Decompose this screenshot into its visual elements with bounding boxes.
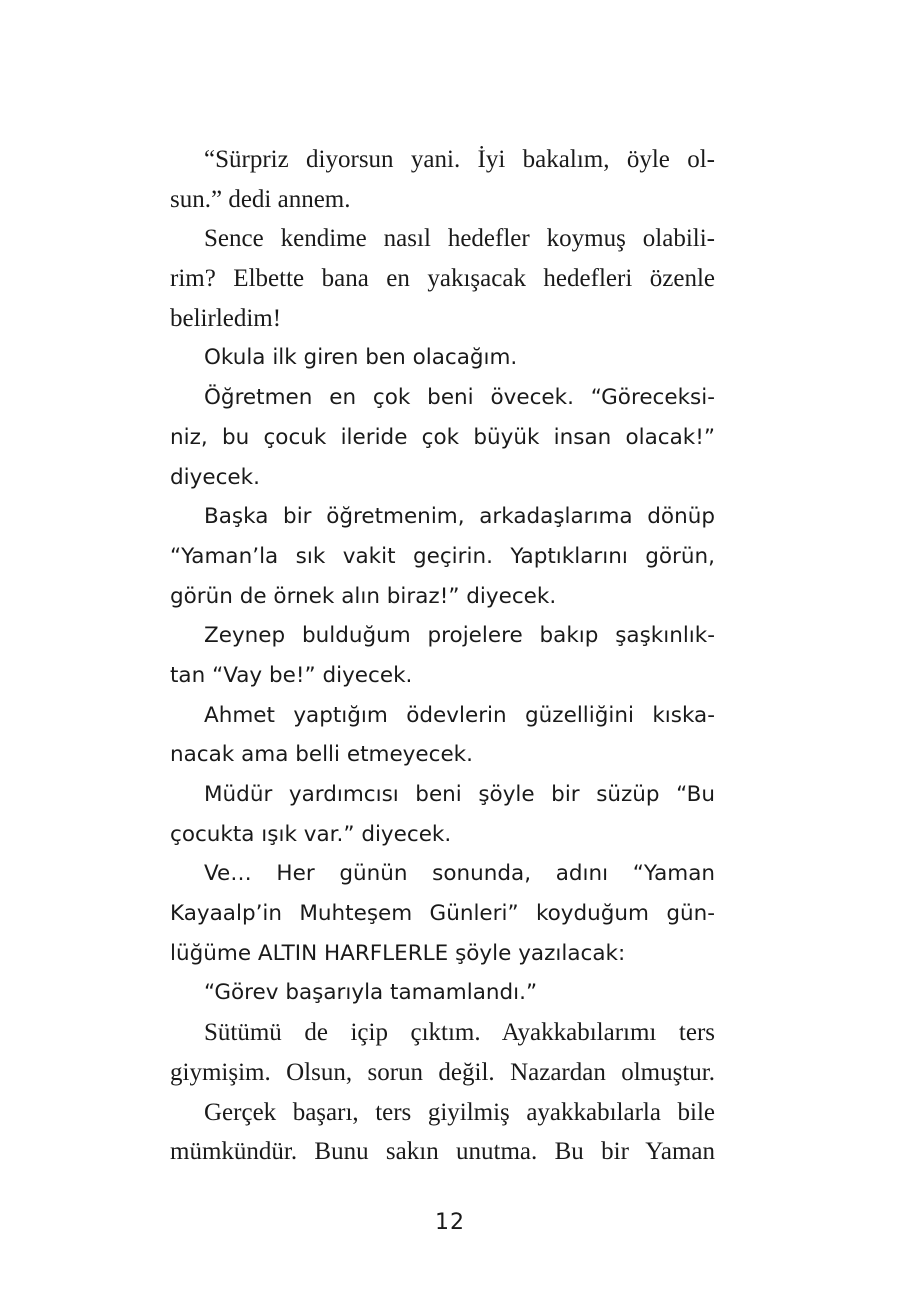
text-line: mümkündür. Bunu sakın unutma. Bu bir Yaman <box>170 1138 715 1166</box>
text-line: “Sürpriz diyorsun yani. İyi bakalım, öyle ol- <box>204 146 715 173</box>
text-line: çocukta ışık var.” diyecek. <box>170 821 452 847</box>
text-line: Öğretmen en çok beni övecek. “Göreceksi- <box>204 385 715 411</box>
text-line: Başka bir öğretmenim, arkadaşlarıma dönüp <box>204 504 715 530</box>
text-line: Zeynep bulduğum projelere bakıp şaşkınlık- <box>204 623 715 649</box>
text-line: Sence kendime nasıl hedefler koymuş olabili- <box>204 225 715 253</box>
text-line: Ahmet yaptığım ödevlerin güzelliğini kıska- <box>204 702 715 728</box>
text-line: giymişim. Olsun, sorun değil. Nazardan olmuştur. <box>170 1058 715 1086</box>
text-line: lüğüme ALTIN HARFLERLE şöyle yazılacak: <box>170 940 626 966</box>
text-line: belirledim! <box>170 304 282 332</box>
text-line: “Yaman’la sık vakit geçirin. Yaptıklarını görün, <box>170 543 715 569</box>
text-line: “Görev başarıyla tamamlandı.” <box>204 980 538 1006</box>
text-line: Sütümü de içip çıktım. Ayakkabılarımı ters <box>204 1019 715 1047</box>
text-line: Gerçek başarı, ters giyilmiş ayakkabılarla bile <box>204 1098 715 1126</box>
page-number: 12 <box>435 1210 465 1235</box>
text-line: Okula ilk giren ben olacağım. <box>204 345 518 371</box>
text-line: tan “Vay be!” diyecek. <box>170 662 413 688</box>
text-line: niz, bu çocuk ileride çok büyük insan olacak!” <box>170 424 715 450</box>
text-line: sun.” dedi annem. <box>170 185 351 213</box>
text-line: Ve… Her günün sonunda, adını “Yaman <box>204 861 715 887</box>
text-line: rim? Elbette bana en yakışacak hedefleri özenle <box>170 265 715 293</box>
text-line: görün de örnek alın biraz!” diyecek. <box>170 583 557 609</box>
text-line: Kayaalp’in Muhteşem Günleri” koyduğum gün- <box>170 901 715 927</box>
text-line: nacak ama belli etmeyecek. <box>170 742 473 768</box>
page-body <box>170 140 715 1172</box>
text-line: diyecek. <box>170 464 260 490</box>
text-line: Müdür yardımcısı beni şöyle bir süzüp “Bu <box>204 782 715 807</box>
